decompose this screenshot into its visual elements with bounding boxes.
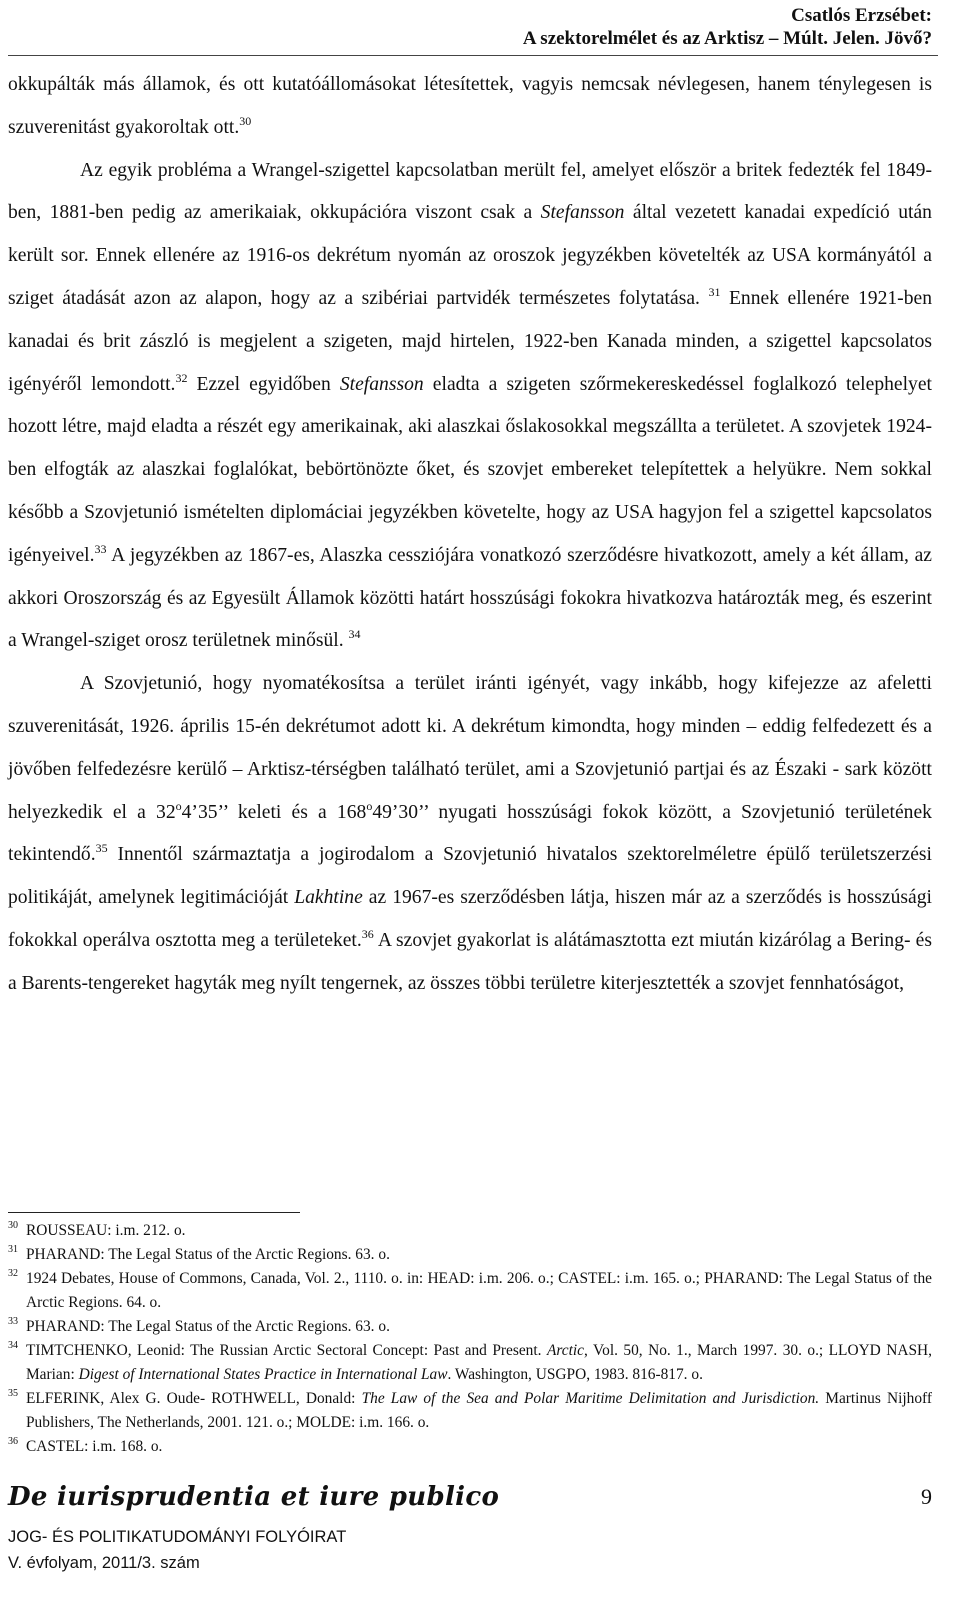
header-author: Csatlós Erzsébet:: [791, 5, 932, 26]
person-name: Lakhtine: [294, 887, 363, 909]
paragraph-text: Az egyik probléma a Wrangel-szigettel kapcsolatban merült fel, amelyet először a britek fedezték fel 1849-ben, 1881-ben pedig az amerikaiak, okkupációra viszont csak a: [8, 159, 932, 224]
footnote-text: [26, 1387, 932, 1435]
footnote-segment: , Vol. 50, No. 1., March 1997. 30. o.; LLOYD NASH, Marian:: [26, 1342, 932, 1383]
footnote-segment: . Washington, USGPO, 1983. 816-817. o.: [447, 1366, 703, 1383]
paragraph-text: 4’35’’ keleti és a 168: [181, 801, 367, 823]
paragraph-3: [8, 663, 932, 1005]
paragraph-text: által vezetett kanadai expedíció után került sor. Ennek ellenére az 1916-os dekrétum nyomán az oroszok jegyzékben követelték az USA kormányától a sziget átadását azon az alapon, hogy az a szibériai partvidék természetes folytatása.: [8, 202, 932, 309]
running-header: [523, 4, 932, 50]
footnote-segment: ELFERINK, Alex G. Oude- ROTHWELL, Donald:: [26, 1390, 362, 1407]
footnote-text: [26, 1339, 932, 1387]
paragraph-text: Ennek ellenére 1921-ben kanadai és brit zászló is megjelent a szigeten, majd hirtelen, 1922-ben Kanada minden, a szigettel kapcsolatos igényéről lemondott.: [8, 287, 932, 395]
footnote-35: [8, 1387, 932, 1435]
paragraph-text: A jegyzékben az 1867-es, Alaszka cessziójára vonatkozó szerződésre hivatkozott, amely a két állam, az akkori Oroszország és az Egyesült Államok közötti határt hosszúsági fokokra hivatkozva határozták meg, és eszerint a Wrangel-sziget orosz területnek minősül.: [8, 544, 932, 652]
footnote-italic: The Law of the Sea and Polar Maritime Delimitation and Jurisdiction.: [361, 1390, 820, 1407]
degree-sign: o: [175, 798, 182, 813]
footnote-36: [8, 1435, 932, 1459]
journal-info: [8, 1524, 346, 1576]
person-name: Stefansson: [540, 202, 625, 224]
footnote-number: 30: [8, 1220, 18, 1231]
footnote-33: [8, 1315, 932, 1339]
footnote-text: PHARAND: The Legal Status of the Arctic Regions. 63. o.: [26, 1318, 390, 1335]
footnote-30: [8, 1219, 932, 1243]
footnote-31: [8, 1243, 932, 1267]
journal-name: JOG- ÉS POLITIKATUDOMÁNYI FOLYÓIRAT: [8, 1528, 347, 1546]
footnotes: [8, 1219, 932, 1459]
footnote-ref-35[interactable]: 35: [95, 841, 108, 856]
paragraph-text: eladta a szigeten szőrmekereskedéssel foglalkozó telephelyet hozott létre, majd eladta a részét egy amerikainak, aki alaszkai őslakosokkal megszállta a területet. A szovjetek 1924-ben elfogták az alaszkai foglalókat, bebörtönözte őket, és szovjet embereket telepítettek a helyükre. Nem sokkal később a Szovjetunió ismételten diplomáciai jegyzékben követelte, hogy az USA hagyjon fel a szigettel kapcsolatos igényeivel.: [8, 373, 932, 566]
journal-logo: De iurisprudentia et iure publico: [8, 1482, 500, 1512]
journal-volume: V. évfolyam, 2011/3. szám: [8, 1554, 200, 1572]
paragraph-text: Ezzel egyidőben: [187, 373, 340, 395]
footnote-ref-34[interactable]: 34: [348, 627, 361, 642]
header-divider: [8, 55, 938, 56]
footnote-separator: [8, 1212, 300, 1213]
footnote-italic: Digest of International States Practice in International Law: [78, 1366, 448, 1383]
degree-sign: o: [366, 798, 373, 813]
footnote-number: 33: [8, 1316, 18, 1327]
footnote-number: 34: [8, 1340, 18, 1351]
footnote-ref-32[interactable]: 32: [175, 370, 188, 385]
footnote-ref-33[interactable]: 33: [94, 541, 107, 556]
footnote-text: PHARAND: The Legal Status of the Arctic Regions. 63. o.: [26, 1246, 390, 1263]
footnote-34: [8, 1339, 932, 1387]
paragraph-text: okkupálták más államok, és ott kutatóállomásokat létesítettek, vagyis nemcsak névlegesen, hanem ténylegesen is szuverenitást gyakoroltak ott.: [8, 74, 932, 138]
page-number: 9: [921, 1484, 932, 1509]
paragraph-1: [8, 64, 932, 150]
footnote-text: ROUSSEAU: i.m. 212. o.: [26, 1222, 186, 1239]
footnote-italic: Arctic: [546, 1342, 584, 1359]
footnote-ref-30[interactable]: 30: [239, 113, 252, 128]
footnote-text: 1924 Debates, House of Commons, Canada, Vol. 2., 1110. o. in: HEAD: i.m. 206. o.; CASTEL: i.m. 165. o.; PHARAND: The Legal Status of the Arctic Regions. 64. o.: [26, 1270, 932, 1311]
paragraph-text: az 1967-es szerződésben látja, hiszen már az a szerződés is hosszúsági fokokkal operálva osztotta meg a területeket.: [8, 887, 932, 951]
header-title: A szektorelmélet és az Arktisz – Múlt. Jelen. Jövő?: [522, 28, 932, 49]
footnote-text: CASTEL: i.m. 168. o.: [26, 1438, 163, 1455]
footnote-number: 31: [8, 1244, 18, 1255]
paragraph-text: Innentől származtatja a jogirodalom a Szovjetunió hivatalos szektorelméletre épülő területszerzési politikáját, amelynek legitimációját: [8, 844, 932, 909]
article-body: [8, 64, 932, 1006]
footnote-ref-31[interactable]: 31: [708, 284, 721, 299]
paragraph-text: 49’30’’ nyugati hosszúsági fokok között, a Szovjetunió területének tekintendő.: [8, 801, 932, 866]
footnote-ref-36[interactable]: 36: [361, 926, 374, 941]
footnote-number: 36: [8, 1436, 18, 1447]
paragraph-text: A Szovjetunió, hogy nyomatékosítsa a terület iránti igényét, vagy inkább, hogy kifejezze az afeletti szuverenitását, 1926. április 15-én dekrétumot adott ki. A dekrétum kimondta, hogy minden – eddig felfedezett és a jövőben felfedezésre kerülő – Arktisz-térségben található terület, ami a Szovjetunió partjai és az Északi - sark között helyezkedik el a 32: [8, 673, 932, 823]
person-name: Stefansson: [339, 373, 424, 395]
footnote-number: 32: [8, 1268, 18, 1279]
footnote-32: [8, 1267, 932, 1315]
paragraph-text: A szovjet gyakorlat is alátámasztotta ezt miután kizárólag a Bering- és a Barents-tengereket hagyták meg nyílt tengernek, az összes többi területre kiterjesztették a szovjet fennhatóságot,: [8, 929, 933, 994]
footnote-number: 35: [8, 1388, 18, 1399]
footnote-segment: Martinus Nijhoff Publishers, The Netherlands, 2001. 121. o.; MOLDE: i.m. 166. o.: [26, 1390, 932, 1431]
footnote-segment: TIMTCHENKO, Leonid: The Russian Arctic Sectoral Concept: Past and Present.: [26, 1342, 547, 1359]
paragraph-2: [8, 150, 932, 664]
